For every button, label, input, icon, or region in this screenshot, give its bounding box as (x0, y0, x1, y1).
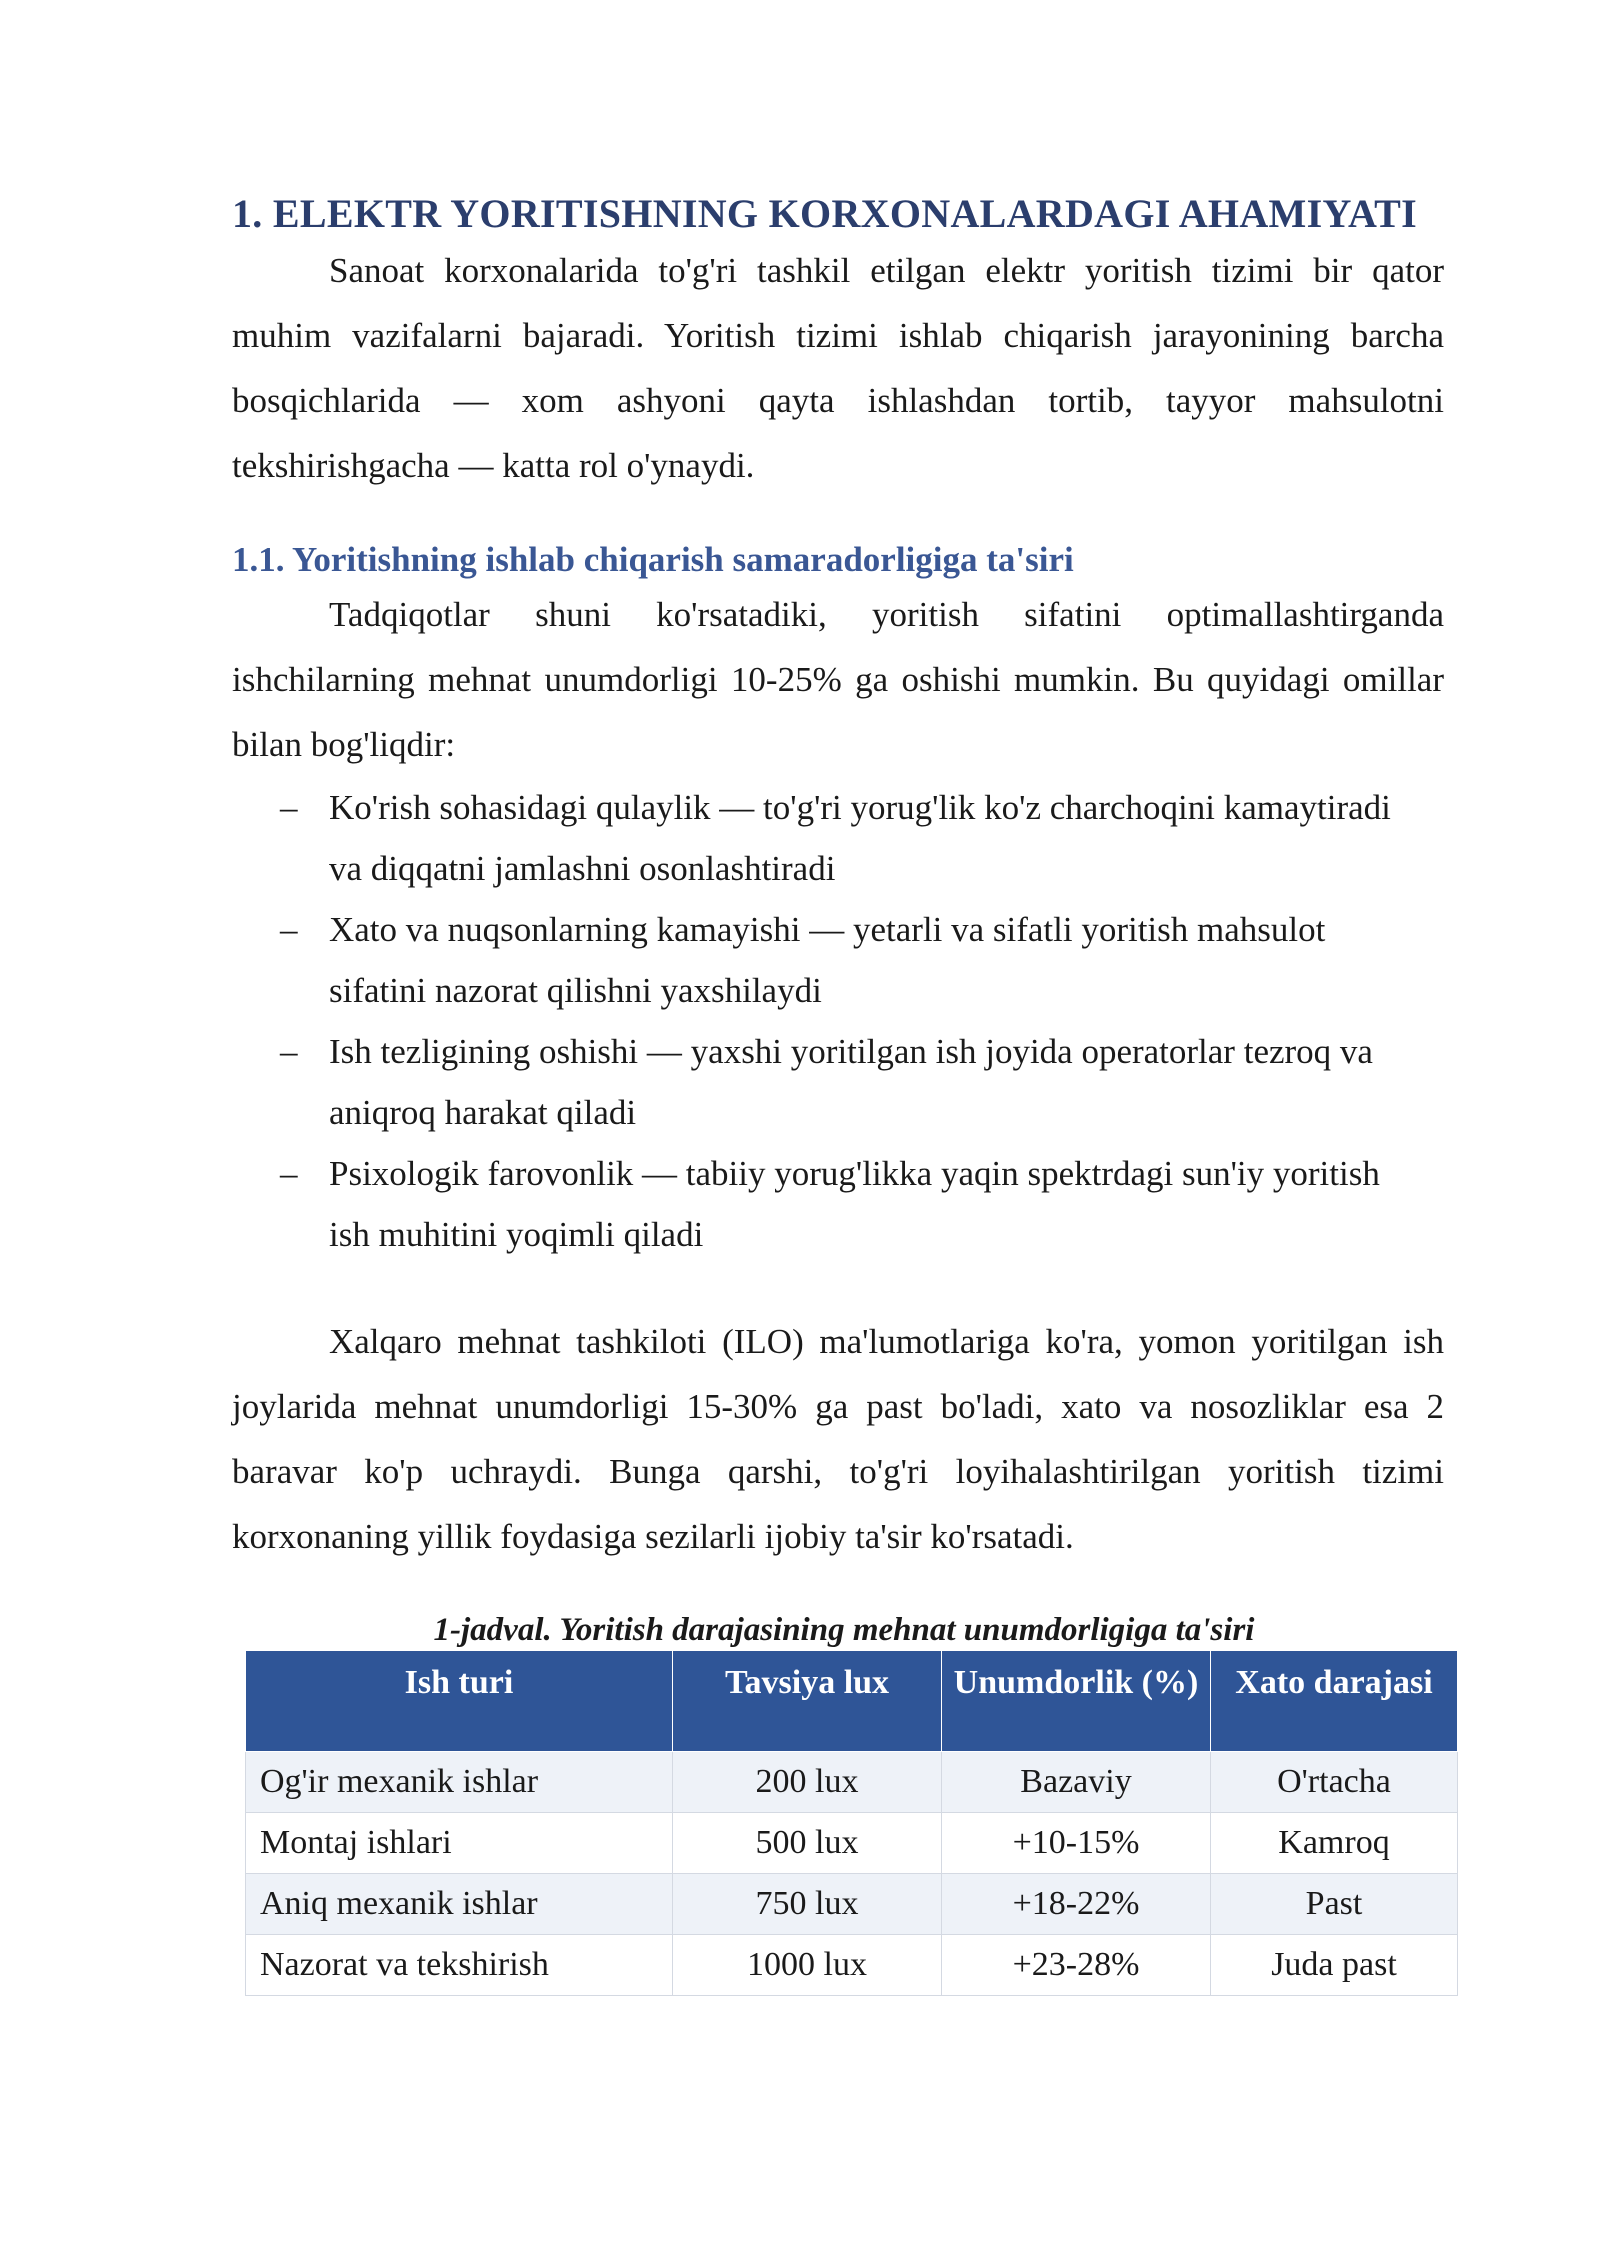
table-row (246, 1813, 1458, 1874)
table-cell: +10-15% (942, 1813, 1211, 1874)
table-cell: Montaj ishlari (246, 1813, 673, 1874)
table-cell: +18-22% (942, 1874, 1211, 1935)
subsection-title: 1.1. Yoritishning ishlab chiqarish samaradorligiga ta'siri (232, 540, 1074, 579)
dash-bullet: – (280, 788, 298, 827)
dash-bullet: – (280, 1032, 298, 1071)
list-item-text: Ko'rish sohasidagi qulaylik — to'g'ri yorug'lik ko'z charchoqini kamaytiradi va diqqatni jamlashni osonlashtiradi (329, 788, 1391, 888)
table-header-row (246, 1651, 1458, 1752)
table-cell: Og'ir mexanik ishlar (246, 1752, 673, 1813)
list-item-text: Xato va nuqsonlarning kamayishi — yetarli va sifatli yoritish mahsulot sifatini nazorat qilishni yaxshilaydi (329, 910, 1326, 1010)
intro-paragraph: Sanoat korxonalarida to'g'ri tashkil etilgan elektr yoritish tizimi bir qator muhim vazifalarni bajaradi. Yoritish tizimi ishlab chiqarish jarayonining barcha bosqichlarida — xom ashyoni qayta ishlashdan tortib, tayyor mahsulotni tekshirishgacha — katta rol o'ynaydi. (232, 251, 1444, 485)
column-header-productivity: Unumdorlik (%) (942, 1651, 1211, 1752)
list-item (232, 777, 1419, 899)
table-row (246, 1874, 1458, 1935)
section-title: 1. ELEKTR YORITISHNING KORXONALARDAGI AHAMIYATI (232, 191, 1418, 236)
factors-list (232, 777, 1444, 1265)
list-item (232, 899, 1419, 1021)
dash-bullet: – (280, 910, 298, 949)
ilo-paragraph: Xalqaro mehnat tashkiloti (ILO) ma'lumotlariga ko'ra, yomon yoritilgan ish joylarida mehnat unumdorligi 15-30% ga past bo'ladi, xato va nosozliklar esa 2 baravar ko'p uchraydi. Bunga qarshi, to'g'ri loyihalashtirilgan yoritish tizimi korxonaning yillik foydasiga sezilarli ijobiy ta'sir ko'rsatadi. (232, 1322, 1444, 1556)
table-cell: +23-28% (942, 1935, 1211, 1996)
table-row (246, 1935, 1458, 1996)
lead-paragraph: Tadqiqotlar shuni ko'rsatadiki, yoritish sifatini optimallashtirganda ishchilarning mehnat unumdorligi 10-25% ga oshishi mumkin. Bu quyidagi omillar bilan bog'liqdir: (232, 595, 1444, 764)
list-item (232, 1143, 1419, 1265)
table-caption: 1-jadval. Yoritish darajasining mehnat unumdorligiga ta'siri (433, 1612, 1255, 1648)
table-cell: Juda past (1211, 1935, 1458, 1996)
table-cell: O'rtacha (1211, 1752, 1458, 1813)
column-header-error-level: Xato darajasi (1211, 1651, 1458, 1752)
list-item-text: Ish tezligining oshishi — yaxshi yoritilgan ish joyida operatorlar tezroq va aniqroq harakat qiladi (329, 1032, 1373, 1132)
list-item-text: Psixologik farovonlik — tabiiy yorug'likka yaqin spektrdagi sun'iy yoritish ish muhitini yoqimli qiladi (329, 1154, 1380, 1254)
table-cell: Past (1211, 1874, 1458, 1935)
column-header-work-type: Ish turi (246, 1651, 673, 1752)
dash-bullet: – (280, 1154, 298, 1193)
table-cell: 200 lux (673, 1752, 942, 1813)
table-cell: 750 lux (673, 1874, 942, 1935)
table-cell: 500 lux (673, 1813, 942, 1874)
table-cell: Aniq mexanik ishlar (246, 1874, 673, 1935)
table-cell: 1000 lux (673, 1935, 942, 1996)
table-row (246, 1752, 1458, 1813)
table-cell: Nazorat va tekshirish (246, 1935, 673, 1996)
table-cell: Bazaviy (942, 1752, 1211, 1813)
column-header-recommended-lux: Tavsiya lux (673, 1651, 942, 1752)
document-page (232, 190, 1444, 1996)
paragraph-spacer (232, 1265, 1444, 1309)
list-item (232, 1021, 1419, 1143)
table-cell: Kamroq (1211, 1813, 1458, 1874)
lighting-productivity-table (245, 1650, 1458, 1996)
